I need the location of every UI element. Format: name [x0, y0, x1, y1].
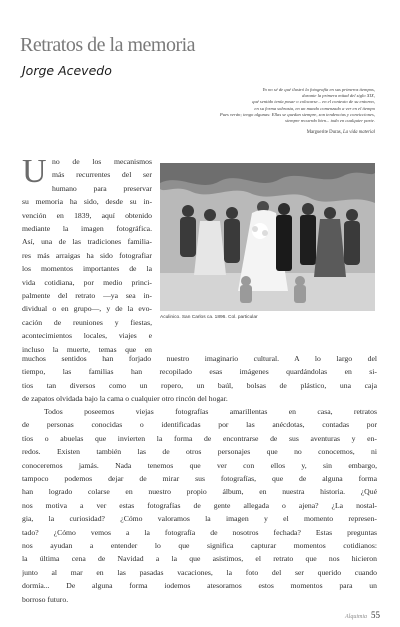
- body-line: humano para preservar: [52, 183, 152, 193]
- body-line: dividual o en grupo—, y de la evo-: [22, 304, 152, 314]
- body-line: de personas conocidas o identificadas por las anécdotas, contadas por: [22, 420, 377, 430]
- epigraph-line: siempre recuerdo bien... todo en cualquier parte.: [285, 118, 375, 124]
- epigraph-line: en su forma sobrasta, en un mundo comenzado a ver en el tiempo: [254, 105, 375, 111]
- body-line: junto al mar en las pasadas vacaciones, la foto del ser querido cuando: [22, 567, 377, 577]
- page-footer: [330, 605, 380, 623]
- body-line: Todos poseemos viejas fotografías amarillentas en casa, retratos: [44, 407, 377, 416]
- text-column: [22, 155, 152, 356]
- body-line: redos. Existen también las de otros personajes que no conocemos, ni: [22, 447, 377, 457]
- body-line: de zapatos olvidada bajo la cama o cualquier otro rincón del hogar.: [22, 394, 228, 404]
- page-number: 55: [371, 610, 380, 620]
- body-line: tampoco podemos dejar de mirar sus fotografías, que de alguna forma: [22, 474, 377, 484]
- body-line: borroso futuro.: [22, 594, 69, 604]
- body-line: vención en 1839, aquí obtenido: [22, 210, 152, 220]
- article-author: Jorge Acevedo: [22, 63, 112, 78]
- body-line: nos motiva a ver estas fotografías de gente allegada o ajena? ¿La nostal-: [22, 500, 377, 510]
- body-line: más recurrentes del ser: [52, 170, 152, 180]
- photo-illustration: [160, 163, 375, 311]
- body-line: dormía... De alguna forma iodemos atesoramos estos momentos para un: [22, 581, 377, 591]
- body-line: tios tan diversos como un ropero, un baúl, bolsas de plástico, una caja: [22, 380, 377, 390]
- body-line: conoceremos jamás. Nada tenemos que ver con ellos y, sin embargo,: [22, 460, 377, 470]
- body-line: vida cotidiana, por medio princi-: [22, 277, 152, 287]
- text-block: [22, 352, 377, 406]
- body-line: palmente del retrato —ya sea in-: [22, 291, 152, 301]
- body-line: Así, una de las tradiciones familia-: [22, 237, 152, 247]
- body-line: han logrado colarse en nuestro propio álbum, en nuestra historia. ¿Qué: [22, 487, 377, 497]
- epigraph-line: qué sentido tenía posar o colocarse... en el contexto de su entorno,: [252, 99, 375, 105]
- epigraph-line: durante la primera mitad del siglo XIX,: [302, 93, 375, 99]
- text-block: [22, 405, 377, 606]
- epigraph-source: [200, 130, 375, 135]
- magazine-name: Alquimia: [345, 614, 367, 620]
- group-photograph: [160, 163, 375, 311]
- body-line: tiempo, las familias han recopilado esas imágenes quardándolas en si-: [22, 367, 377, 377]
- body-line: tíos o abuelas que invierten la forma de encontrarse de sus aventuras y en-: [22, 433, 377, 443]
- epigraph-source-name: Marguerite Duras,: [306, 130, 342, 135]
- body-line: tado? ¿Cómo vemos a la fotografía de nosotros fechada? Estas preguntas: [22, 527, 377, 537]
- body-line: la última cena de Navidad a la que asistimos, el retrato que nos hicieron: [22, 554, 377, 564]
- epigraph-line: Pues verán; tengo algunas: Ellas se quedan siempre, son tendencias y convicciones,: [219, 111, 375, 117]
- body-line: incluso la muerte, temas que en: [22, 344, 152, 354]
- drop-cap: U: [22, 153, 47, 190]
- epigraph-source-work: La vida material: [343, 130, 375, 135]
- article-title: Retratos de la memoria: [20, 34, 196, 56]
- epigraph: [150, 87, 375, 124]
- body-line: no de los mecanismos: [52, 157, 152, 166]
- body-line: cación de reuniones y fiestas,: [22, 317, 152, 327]
- body-line: gia, la curiosidad? ¿Cómo valoramos la imagen y el momento represen-: [22, 514, 377, 524]
- body-line: res más arraigas ha sido fotografiar: [22, 250, 152, 260]
- body-line: nos ayudan a entender lo que significa capturar momentos cotidianos:: [22, 541, 377, 551]
- body-line: su memoria ha sido, desde su in-: [22, 197, 152, 207]
- body-line: mediante la imagen fotográfica.: [22, 224, 152, 234]
- body-line: los momentos importantes de la: [22, 264, 152, 274]
- body-line: muchos sentidos han forjado nuestro imaginario cultural. A lo largo del: [22, 354, 377, 363]
- epigraph-line: Yo no sé de qué ilustró la fotografía en sus primeros tiempos,: [262, 87, 375, 92]
- photo-caption: Aculinico. San Carlos ca. 1896. Col. particular: [160, 315, 258, 320]
- body-line: acontecimientos locales, viajes e: [22, 331, 152, 341]
